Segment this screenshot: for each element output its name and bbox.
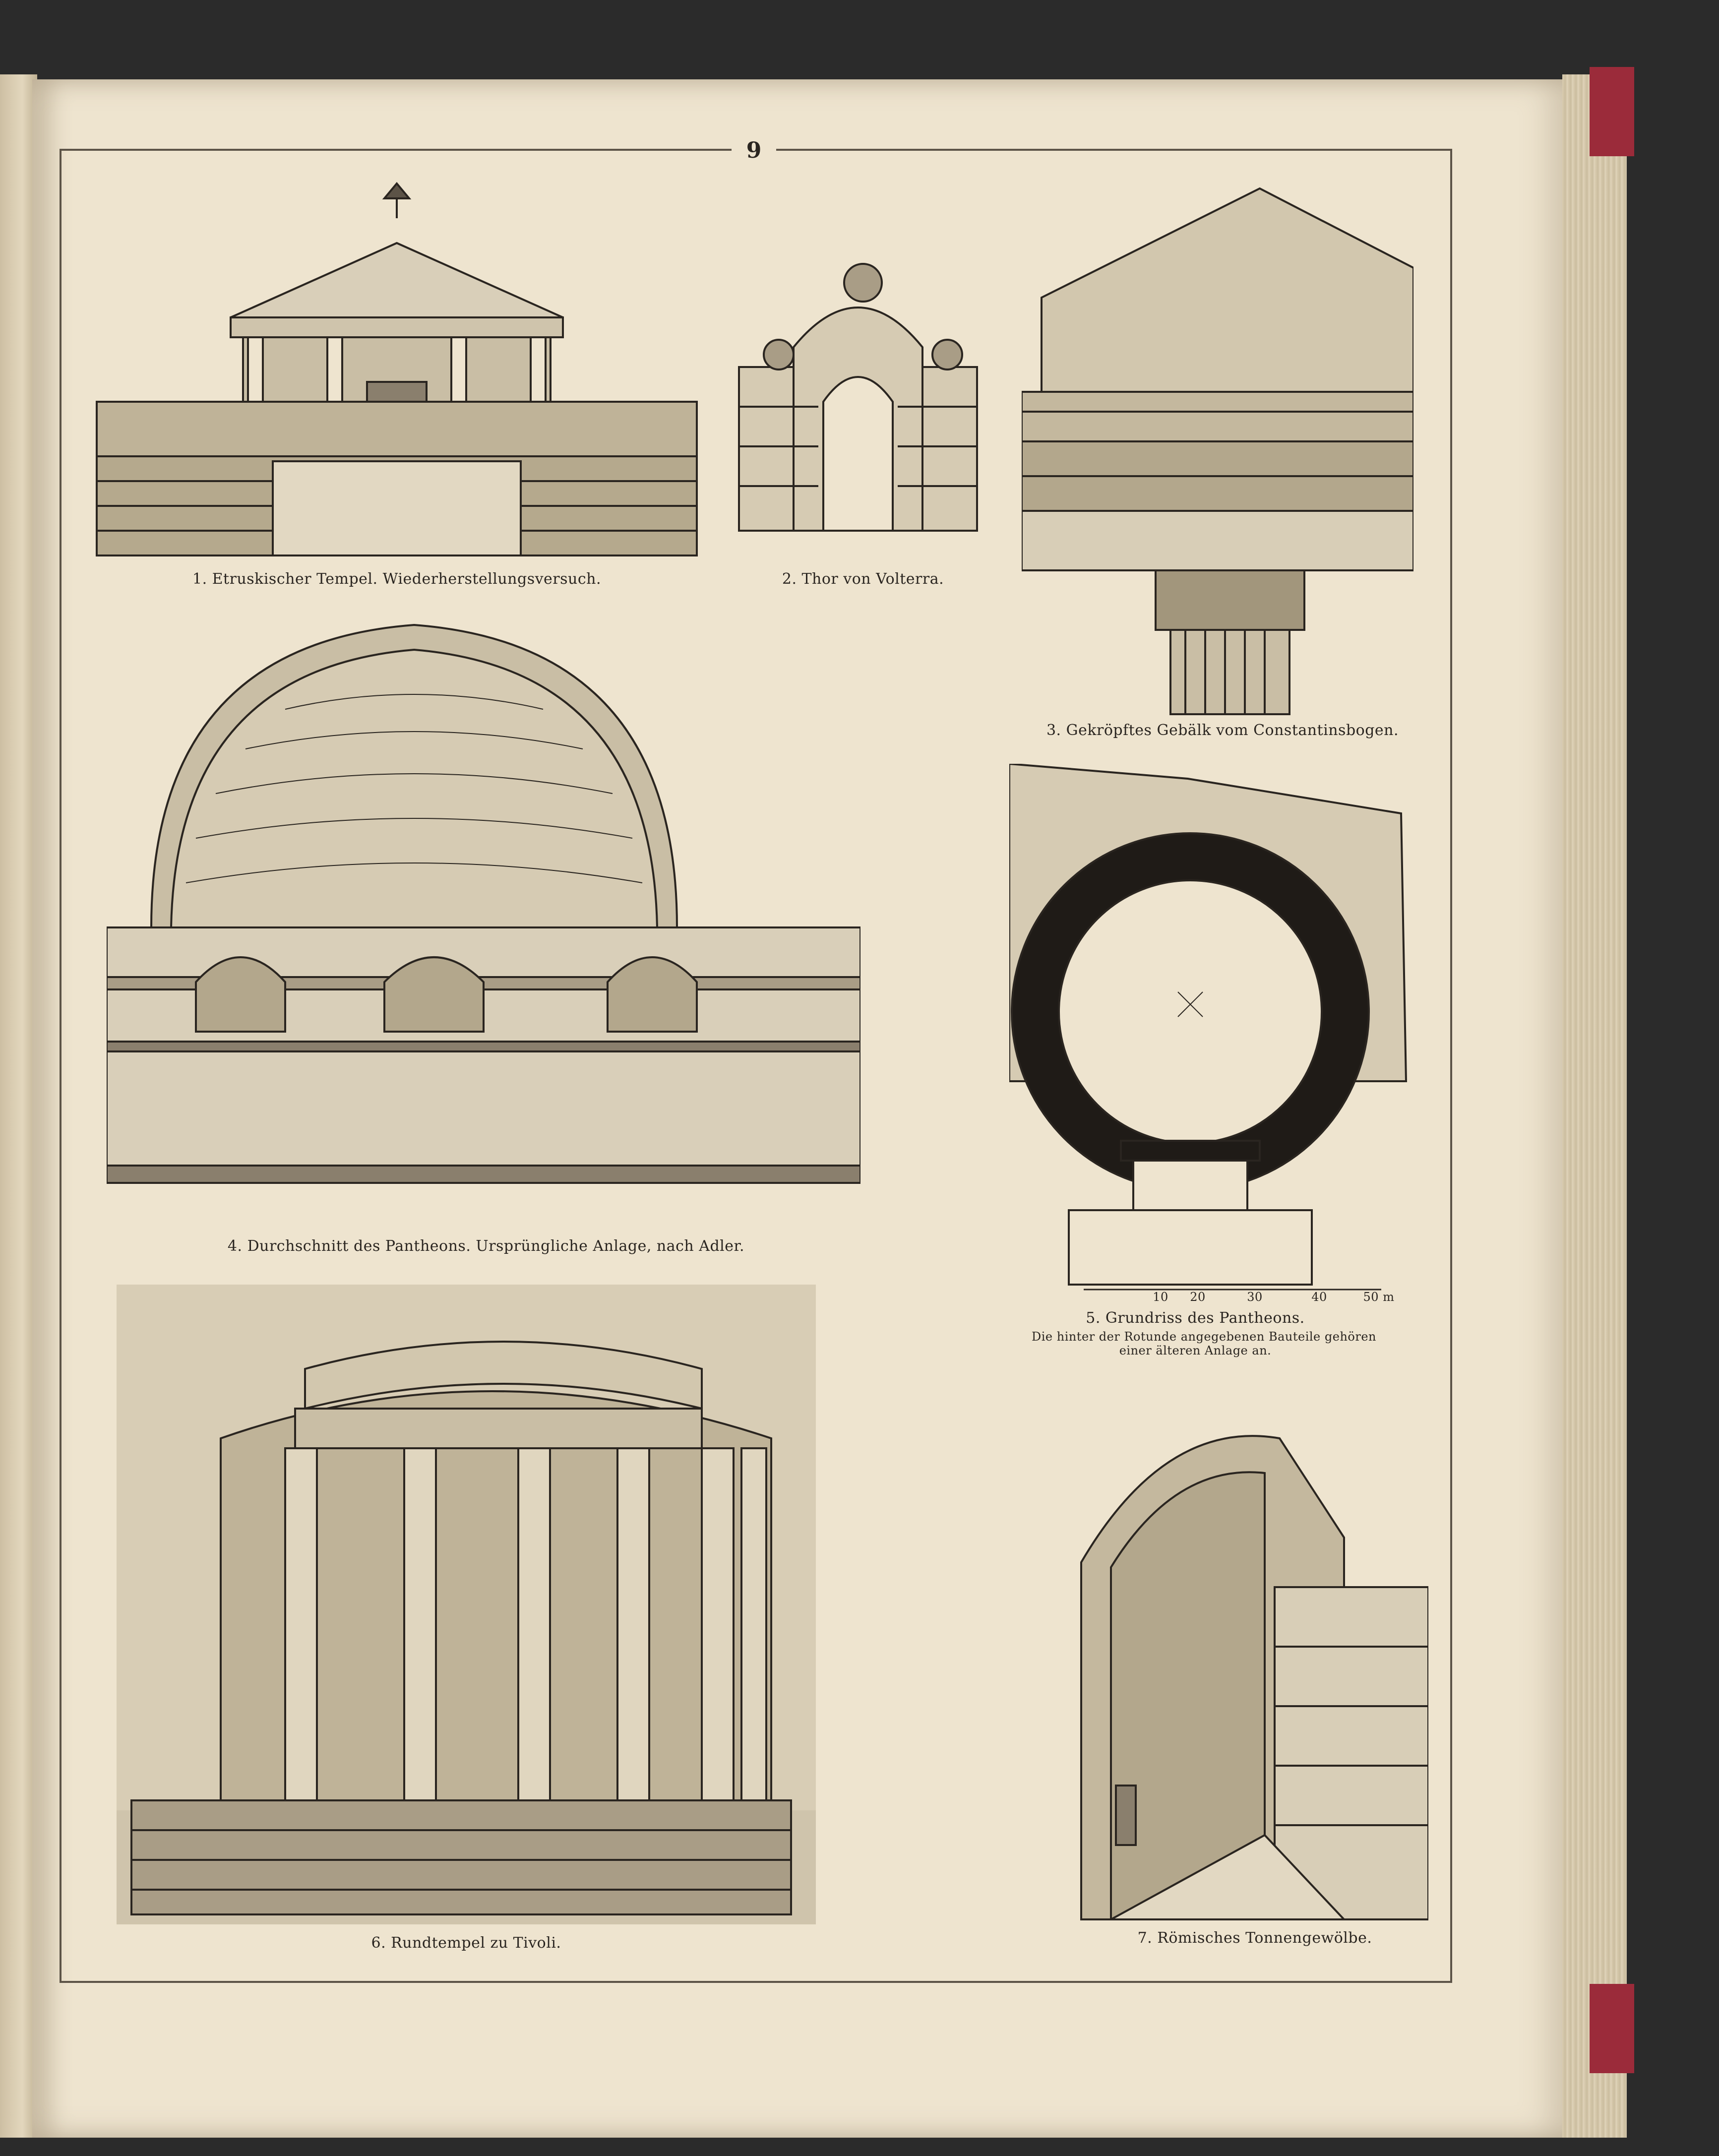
figure-pantheon-plan (1009, 764, 1411, 1290)
figure-round-temple-tivoli (117, 1285, 816, 1924)
scale-label-50: 50 m (1363, 1290, 1395, 1304)
figure-caption-5: 5. Grundriss des Pantheons. (1086, 1309, 1305, 1327)
binding-corner-top (1590, 67, 1634, 156)
figure-caption-4: 4. Durchschnitt des Pantheons. Ursprüngliche Anlage, nach Adler. (227, 1237, 745, 1255)
figure-entablature-constantine (1022, 184, 1413, 719)
figure-caption-1: 1. Etruskischer Tempel. Wiederherstellungsversuch. (192, 570, 602, 588)
figure-caption-6: 6. Rundtempel zu Tivoli. (371, 1934, 561, 1952)
figure-note-5-line2: einer älteren Anlage an. (1119, 1344, 1272, 1357)
figure-barrel-vault (1066, 1389, 1428, 1924)
figure-pantheon-section (107, 605, 860, 1235)
left-page-edge (0, 74, 37, 2138)
figure-note-5-line1: Die hinter der Rotunde angegebenen Bauteile gehören (1032, 1330, 1376, 1344)
figure-gate-volterra (729, 258, 987, 541)
scale-label-30: 30 (1247, 1290, 1263, 1304)
scale-label-20: 20 (1190, 1290, 1206, 1304)
page-stack-edge (1562, 74, 1627, 2138)
scale-label-10: 10 (1153, 1290, 1168, 1304)
scale-label-40: 40 (1311, 1290, 1327, 1304)
page-number: 9 (732, 138, 776, 163)
figure-caption-2: 2. Thor von Volterra. (782, 570, 944, 588)
figure-caption-7: 7. Römisches Tonnengewölbe. (1137, 1929, 1372, 1947)
binding-corner-bottom (1590, 1984, 1634, 2073)
figure-etruscan-temple (94, 179, 699, 565)
figure-caption-3: 3. Gekröpftes Gebälk vom Constantinsbogen. (1046, 722, 1399, 739)
